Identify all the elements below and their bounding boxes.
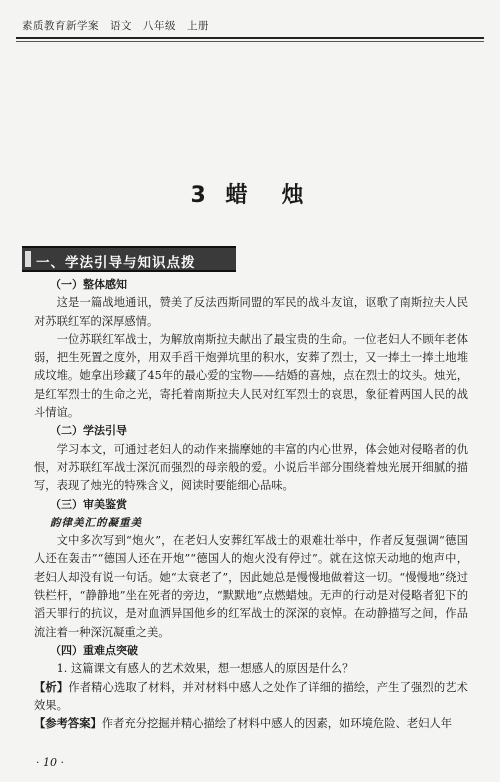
header-rule bbox=[16, 37, 484, 39]
paragraph: 学习本文，可通过老妇人的动作来揣摩她的丰富的内心世界，体会她对侵略者的仇恨，对苏联红军战士深沉而强烈的母亲般的爱。小说后半部分围绕着烛光展开细腻的描写，表现了烛光的特殊含义，阅读时要能细心品味。 bbox=[34, 442, 468, 493]
running-header: 素质教育新学案 语文 八年级 上册 bbox=[22, 20, 209, 32]
heading-overall: （一）整体感知 bbox=[50, 278, 127, 291]
heading-method: （二）学法引导 bbox=[50, 424, 127, 438]
subheading-aesthetic: 韵律美汇的凝重美 bbox=[50, 516, 142, 529]
heading-key-points: （四）重难点突破 bbox=[50, 643, 138, 657]
paragraph: 文中多次写到“炮火”，在老妇人安葬红军战士的艰难壮举中，作者反复强调“德国人还在轰击”“德国人还在开炮”“德国人的炮火没有停过”。就在这惊天动地的炮声中，老妇人却没有说一句话。她“太衰老了”，因此她总是慢慢地做着这一切。“慢慢地”绕过铁栏杆，“静静地”坐在死者的旁边，“默默地”点燃蜡烛。无声的行动是对侵略者犯下的滔天罪行的抗议，是对血洒异国他乡的红军战士的深深的哀悼。在动静描写之间，作品流注着一种深沉凝重之美。 bbox=[34, 534, 468, 639]
heading-aesthetic: （三）审美鉴赏 bbox=[50, 497, 127, 511]
analysis-text: 作者精心选取了材料，并对材料中感人之处作了详细的描绘，产生了强烈的艺术效果。 bbox=[34, 680, 468, 712]
page-number: · 10 · bbox=[36, 756, 64, 769]
answer-tag: 【参考答案】 bbox=[34, 717, 102, 731]
body-content bbox=[34, 276, 468, 733]
answer-text: 作者充分挖掘并精心描绘了材料中感人的因素，如环境危险、老妇人年 bbox=[101, 717, 453, 731]
reference-answer bbox=[34, 715, 468, 733]
question: 1. 这篇课文有感人的艺术效果，想一想感人的原因是什么？ bbox=[56, 662, 354, 676]
paragraph: 这是一篇战地通讯，赞美了反法西斯同盟的军民的战斗友谊，讴歌了南斯拉夫人民对苏联红军的深厚感情。 bbox=[34, 296, 468, 328]
header-rule-thin bbox=[16, 41, 484, 42]
section-banner-label: 一、学法引导与知识点拨 bbox=[36, 255, 196, 271]
paragraph: 一位苏联红军战士，为解放南斯拉夫献出了最宝贵的生命。一位老妇人不顾年老体弱，把生死置之度外，用双手舀干炮弹坑里的积水，安葬了烈士，又一捧土一捧土地堆成坟堆。她拿出珍藏了45年的最心爱的宝物——结婚的喜烛，点在烈士的坟头。烛光，是红军烈士的生命之光，寄托着南斯拉夫人民对红军烈士的哀思，象征着两国人民的战斗情谊。 bbox=[34, 332, 468, 420]
section-banner bbox=[22, 246, 236, 272]
analysis bbox=[34, 679, 468, 716]
analysis-tag: 【析】 bbox=[34, 680, 69, 694]
lesson-title: 3 蜡 烛 bbox=[190, 183, 310, 208]
